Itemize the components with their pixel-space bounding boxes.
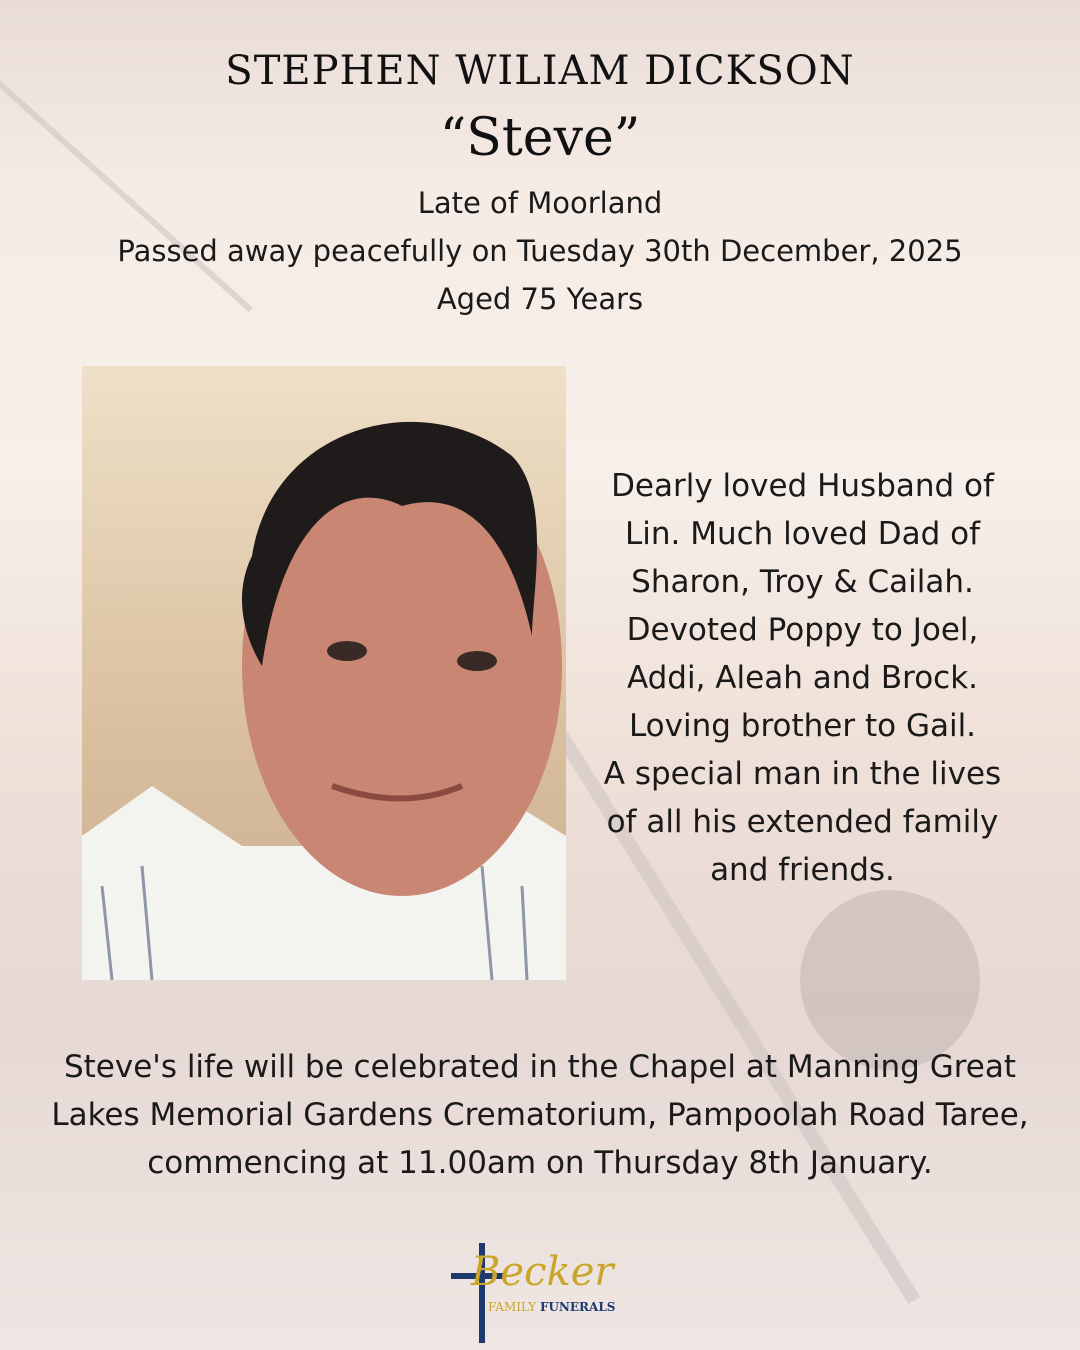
nickname: “Steve”: [439, 108, 641, 168]
logo-word-family: FAMILY: [488, 1300, 537, 1314]
becker-family-funerals-logo: [445, 1243, 625, 1343]
tribute-line: of all his extended family: [606, 804, 999, 840]
tribute-text: [590, 462, 1015, 894]
tribute-line: Lin. Much loved Dad of: [625, 516, 980, 552]
passing-date: Passed away peacefully on Tuesday 30th December, 2025: [117, 234, 963, 268]
deceased-name: STEPHEN WILIAM DICKSON: [225, 48, 855, 94]
service-details: [0, 1043, 1080, 1187]
tribute-line: A special man in the lives: [603, 756, 1002, 792]
tribute-line: Devoted Poppy to Joel,: [626, 612, 979, 648]
service-line: Steve's life will be celebrated in the Chapel at Manning Great: [63, 1049, 1017, 1085]
tribute-line: Sharon, Troy & Cailah.: [631, 564, 974, 600]
residence: Late of Moorland: [417, 186, 663, 220]
logo-script: Becker: [471, 1249, 614, 1295]
tribute-line: and friends.: [710, 852, 895, 888]
logo-word-funerals: FUNERALS: [539, 1300, 616, 1314]
service-line: commencing at 11.00am on Thursday 8th January.: [147, 1145, 933, 1181]
tribute-line: Dearly loved Husband of: [611, 468, 994, 504]
tribute-line: Addi, Aleah and Brock.: [626, 660, 979, 696]
tribute-line: Loving brother to Gail.: [628, 708, 977, 744]
age: Aged 75 Years: [436, 282, 644, 316]
portrait-photo: [82, 366, 566, 980]
service-line: Lakes Memorial Gardens Crematorium, Pampoolah Road Taree,: [51, 1097, 1029, 1133]
